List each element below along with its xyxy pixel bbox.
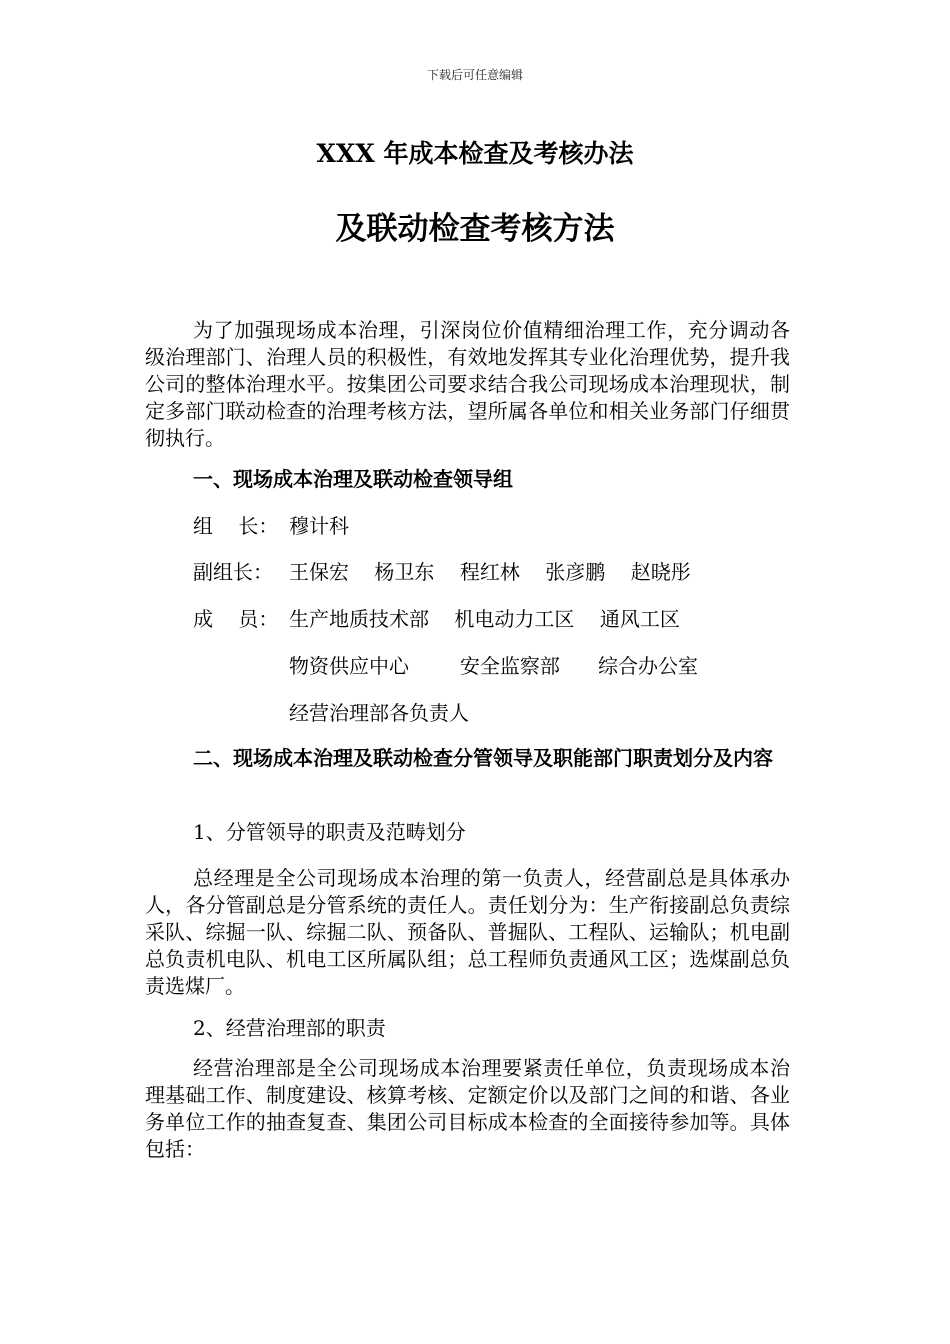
header-note: 下载后可任意编辑 — [426, 68, 523, 82]
members-line-3: 经营治理部各负责人 — [289, 701, 469, 725]
subsection2-paragraph: 经营治理部是全公司现场成本治理要紧责任单位，负责现场成本治理基础工作、制度建设、核算考核、定额定价以及部门之间的和谐、各业务单位工作的抽查复查、集团公司目标成本检查的全面接待参加等。具体包括： — [145, 1056, 790, 1161]
intro-paragraph: 为了加强现场成本治理，引深岗位价值精细治理工作，充分调动各级治理部门、治理人员的积极性，有效地发挥其专业化治理优势，提升我公司的整体治理水平。按集团公司要求结合我公司现场成本治理现状，制定多部门联动检查的治理考核方法，望所属各单位和相关业务部门仔细贯彻执行。 — [145, 318, 790, 450]
members-line-1: 生产地质技术部 机电动力工区 通风工区 — [289, 607, 680, 631]
subsection1-paragraph: 总经理是全公司现场成本治理的第一负责人，经营副总是具体承办人，各分管副总是分管系统的责任人。责任划分为：生产衔接副总负责综采队、综掘一队、综掘二队、预备队、普掘队、工程队、运输队；机电副总负责机电队、机电工区所属队组；总工程师负责通风工区；选煤副总负责选煤厂。 — [145, 866, 790, 998]
deputy-value: 王保宏 杨卫东 程红林 张彦鹏 赵晓彤 — [289, 560, 691, 584]
members-line-2: 物资供应中心 安全监察部 综合办公室 — [289, 654, 699, 678]
document-title: XXX 年成本检查及考核办法 — [316, 139, 634, 168]
section1-heading: 一、现场成本治理及联动检查领导组 — [193, 467, 513, 491]
leader-label: 组 长： — [193, 514, 279, 538]
document-subtitle: 及联动检查考核方法 — [335, 211, 615, 247]
subsection1-title: 1、分管领导的职责及范畴划分 — [193, 820, 466, 844]
leader-value: 穆计科 — [289, 514, 349, 538]
deputy-label: 副组长： — [193, 560, 273, 584]
members-label: 成 员： — [193, 607, 279, 631]
section2-heading: 二、现场成本治理及联动检查分管领导及职能部门职责划分及内容 — [193, 746, 773, 770]
subsection2-title: 2、经营治理部的职责 — [193, 1016, 386, 1040]
